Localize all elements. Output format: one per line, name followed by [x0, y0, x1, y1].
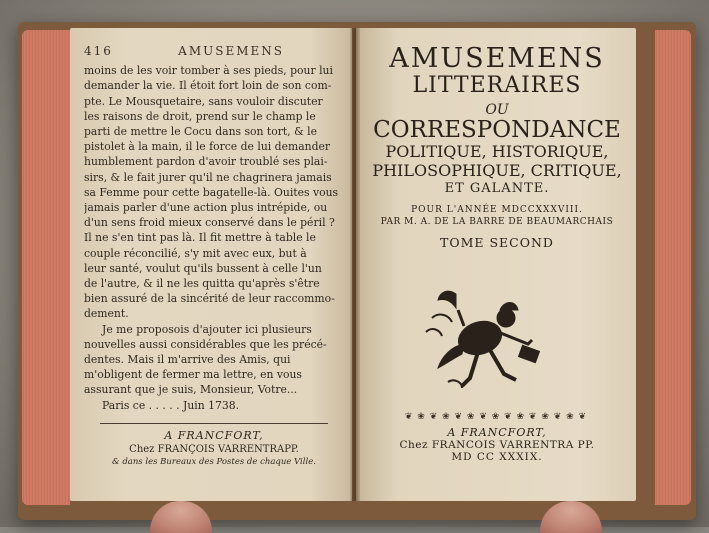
title-politique: POLITIQUE, HISTORIQUE, — [385, 142, 609, 161]
year-line: POUR L'ANNÉE MDCCXXXVIII. — [411, 205, 583, 215]
text-line: pistolet à la main, il le force de lui demander — [84, 140, 331, 154]
text-line: m'obligent de fermer ma lettre, en vous — [84, 368, 302, 382]
text-line: demander la vie. Il étoit fort loin de son com- — [84, 79, 332, 93]
text-line: assurant que je suis, Monsieur, Votre... — [84, 383, 298, 397]
text-line: bien assuré de la sincérité de leur raccommo- — [84, 292, 335, 306]
ornamental-rule: ❦ ❀ ❦ ❀ ❦ ❀ ❦ ❀ ❦ ❀ ❦ ❀ ❦ ❀ ❦ — [404, 412, 588, 422]
divider-rule — [100, 423, 328, 424]
title-ou: OU — [485, 102, 509, 118]
text-line: les raisons de droit, prend sur le champ le — [84, 109, 316, 123]
text-line: moins de les voir tomber à ses pieds, pour lui — [84, 64, 333, 78]
volume-label: TOME SECOND — [440, 235, 554, 250]
title-page — [366, 44, 628, 250]
imprint-publisher-right: Chez FRANCOIS VARRENTRA PP. — [399, 439, 595, 451]
printers-device-engraving — [418, 282, 548, 400]
text-line: couple réconcilié, s'y mit avec eux, but à — [84, 246, 307, 260]
text-line: d'un sens froid mieux conservé dans le péril ? — [84, 216, 335, 230]
dateline: Paris ce . . . . . Juin 1738. — [102, 398, 240, 412]
text-line: de l'autre, & il ne les quitta qu'après s'être — [84, 277, 320, 291]
title-galante: ET GALANTE. — [444, 181, 550, 196]
book-gutter — [350, 28, 360, 501]
text-line: jamais parler d'une action plus intrépide, ou — [84, 201, 328, 215]
imprint-place-right: A FRANCFORT, — [447, 426, 547, 439]
text-line: pte. Le Mousquetaire, sans vouloir discuter — [84, 94, 323, 108]
text-line: Je me proposois d'ajouter ici plusieurs — [102, 322, 312, 336]
title-philosophique: PHILOSOPHIQUE, CRITIQUE, — [372, 161, 622, 180]
author-line: PAR M. A. DE LA BARRE DE BEAUMARCHAIS — [380, 217, 614, 227]
imprint-publisher: Chez FRANÇOIS VARRENTRAPP. — [129, 444, 299, 456]
text-line: Il ne s'en tint pas là. Il fit mettre à table le — [84, 231, 316, 245]
title-litteraires: LITTERAIRES — [412, 73, 582, 98]
left-page-edges — [22, 30, 70, 505]
text-line: sirs, & le fait jurer qu'il ne chagrinera jamais — [84, 170, 332, 184]
imprint-distribution: & dans les Bureaux des Postes de chaque Ville. — [112, 457, 316, 468]
left-page-text — [84, 44, 344, 469]
running-head: AMUSEMENS — [178, 44, 284, 58]
page-number: 416 — [84, 44, 113, 58]
text-line: dentes. Mais il m'arrive des Amis, qui — [84, 353, 291, 367]
text-line: sa Femme pour cette bagatelle-là. Ouites vous — [84, 185, 339, 199]
imprint-year: MD CC XXXIX. — [451, 451, 543, 463]
text-line: humblement pardon d'avoir troublé ses plai- — [84, 155, 328, 169]
title-amusemens: AMUSEMENS — [389, 43, 605, 74]
text-line: dement. — [84, 307, 129, 321]
text-line: leur santé, voulut qu'ils bussent à celle l'un — [84, 261, 322, 275]
imprint-place: A FRANCFORT, — [164, 428, 264, 442]
right-page-edges — [655, 30, 691, 505]
title-correspondance: CORRESPONDANCE — [373, 117, 621, 143]
text-line: nouvelles aussi considérables que les précé- — [84, 337, 327, 351]
text-line: parti de mettre le Cocu dans son tort, & le — [84, 125, 318, 139]
left-page-header — [84, 44, 344, 59]
title-imprint — [366, 426, 628, 463]
